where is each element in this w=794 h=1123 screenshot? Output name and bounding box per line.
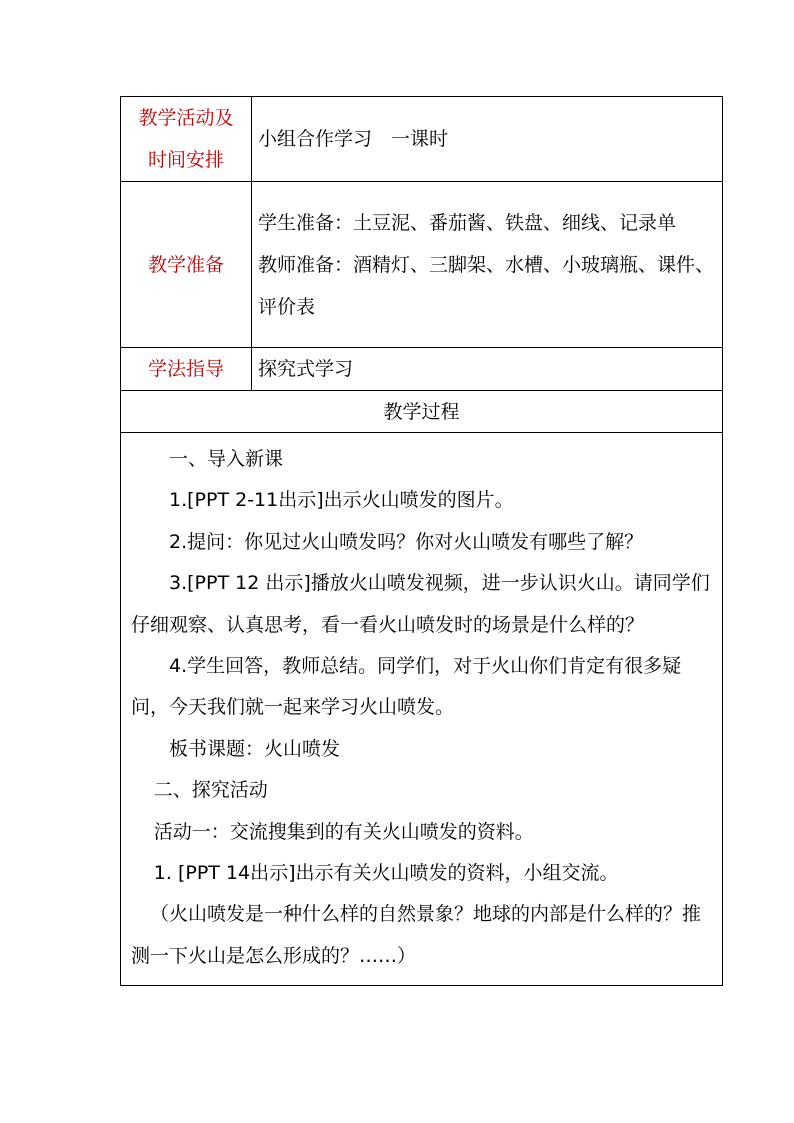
prep-student: 学生准备：土豆泥、番茄酱、铁盘、细线、记录单 — [258, 211, 677, 234]
guide-value: 探究式学习 — [252, 348, 723, 391]
activity-1-step-1: 1. [PPT 14出示]出示有关火山喷发的资料，小组交流。 — [153, 862, 619, 885]
intro-step-2: 2.提问：你见过火山喷发吗？你对火山喷发有哪些了解？ — [169, 530, 644, 553]
process-header-row — [121, 391, 723, 433]
section-explore-heading: 二、探究活动 — [153, 779, 268, 802]
process-body — [121, 433, 723, 986]
activity-row — [121, 97, 723, 182]
activity-label-line2: 时间安排 — [147, 149, 224, 171]
process-header: 教学过程 — [121, 391, 723, 433]
prep-label: 教学准备 — [121, 182, 252, 348]
activity-label-line1: 教学活动及 — [138, 107, 234, 129]
prep-teacher: 教师准备：酒精灯、三脚架、水槽、小玻璃瓶、课件、评价表 — [258, 253, 715, 318]
intro-step-4: 4.学生回答，教师总结。同学们，对于火山你们肯定有很多疑问，今天我们就一起来学习火山喷发。 — [131, 655, 682, 719]
section-intro-heading: 一、导入新课 — [169, 448, 284, 470]
intro-step-1: 1.[PPT 2-11出示]出示火山喷发的图片。 — [169, 489, 514, 512]
activity-value: 小组合作学习 一课时 — [252, 97, 723, 182]
guide-row — [121, 348, 723, 391]
activity-label-cell — [121, 97, 252, 182]
board-title: 板书课题：火山喷发 — [169, 737, 341, 760]
intro-step-3: 3.[PPT 12 出示]播放火山喷发视频，进一步认识火山。请同学们仔细观察、认真思考，看一看火山喷发时的场景是什么样的？ — [131, 572, 710, 636]
prep-value-cell — [252, 182, 723, 348]
activity-1-heading: 活动一：交流搜集到的有关火山喷发的资料。 — [153, 820, 534, 843]
process-body-row — [121, 433, 723, 986]
activity-1-questions: （火山喷发是一种什么样的自然景象？地球的内部是什么样的？推测一下火山是怎么形成的？……） — [131, 903, 702, 967]
guide-label: 学法指导 — [121, 348, 252, 391]
prep-row — [121, 182, 723, 348]
lesson-plan-table — [120, 96, 723, 986]
